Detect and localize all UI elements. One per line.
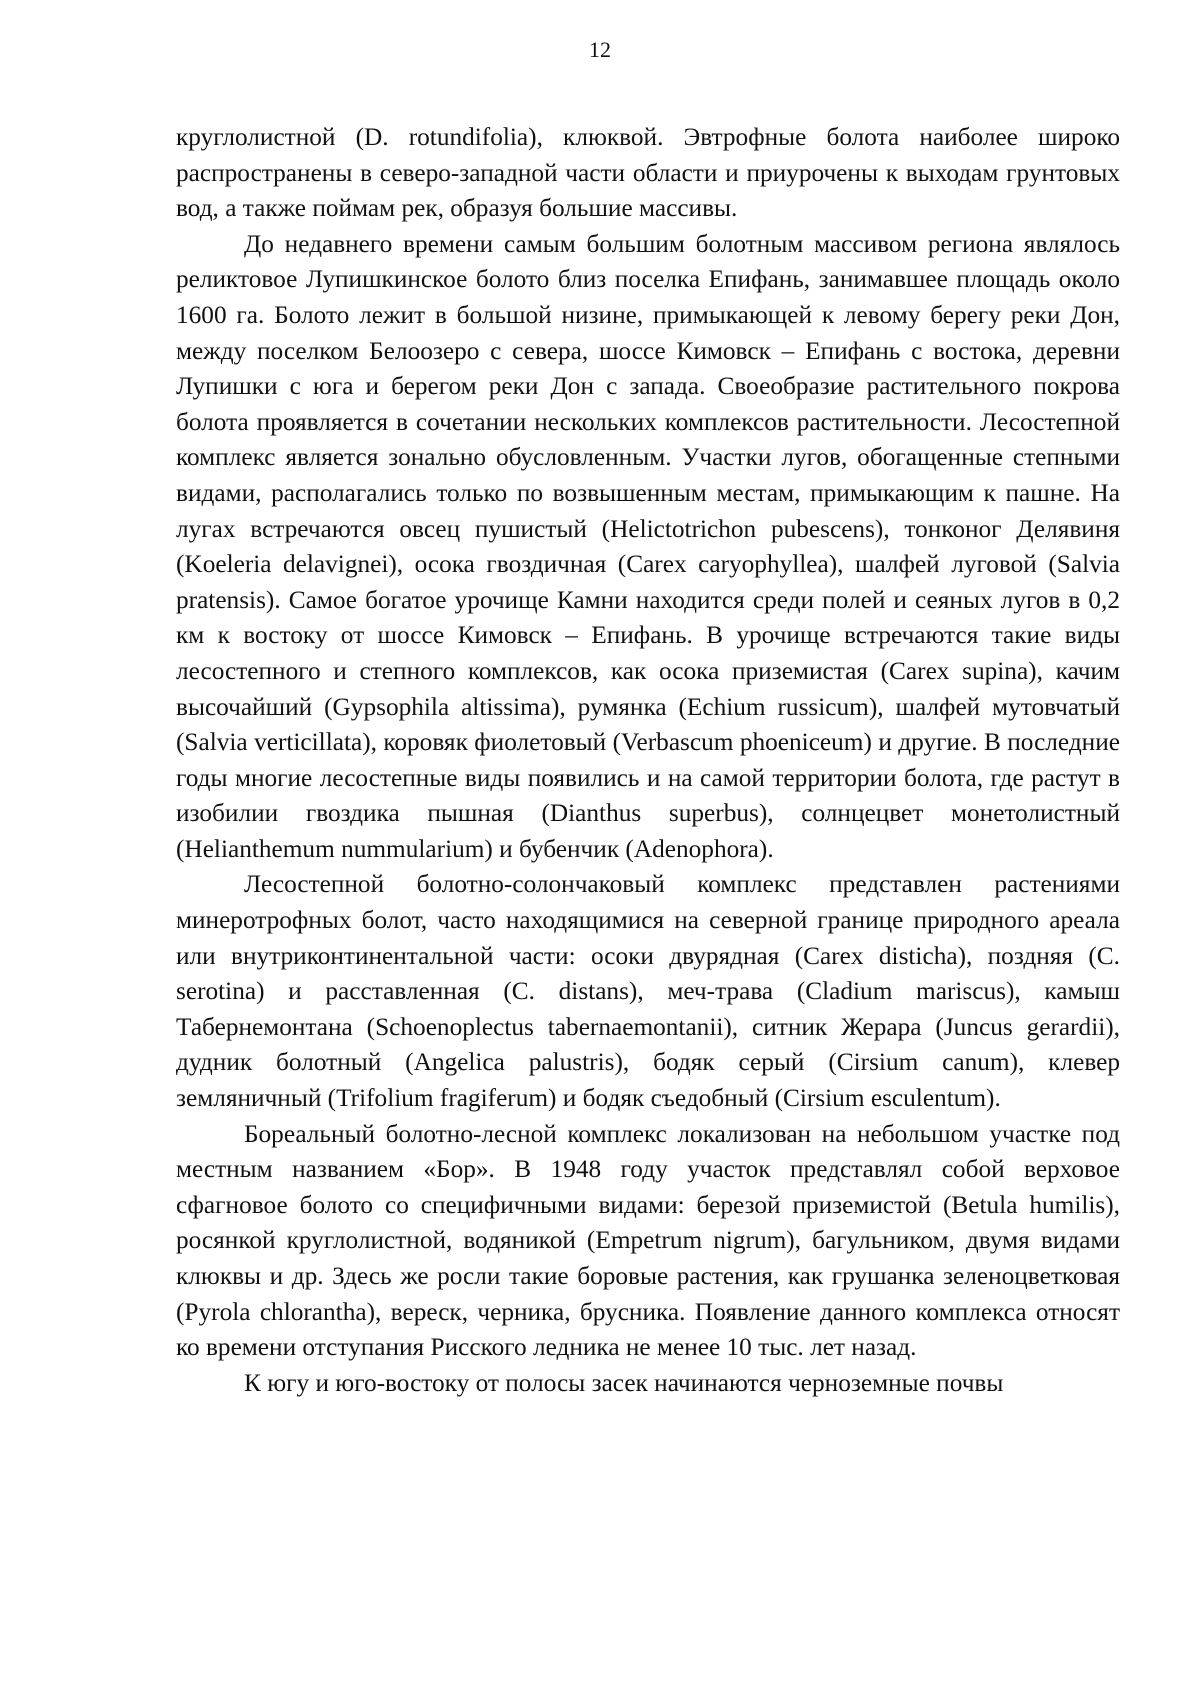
text-body [176,120,1120,1401]
page-number: 12 [589,37,611,62]
paragraph: До недавнего времени самым большим болотным массивом региона являлось реликтовое Лупишкинское болото близ поселка Епифань, занимавшее площадь около 1600 га. Болото лежит в большой низине, примыкающей к левому берегу реки Дон, между поселком Белоозеро с севера, шоссе Кимовск – Епифань с востока, деревни Лупишки с юга и берегом реки Дон с запада. Своеобразие растительного покрова болота проявляется в сочетании нескольких комплексов растительности. Лесостепной комплекс является зонально обусловленным. Участки лугов, обогащенные степными видами, располагались только по возвышенным местам, примыкающим к пашне. На лугах встречаются овсец пушистый (Helictotrichon pubescens), тонконог Делявиня (Koeleria delavignei), осока гвоздичная (Carex caryophyllea), шалфей луговой (Salvia pratensis). Самое богатое урочище Камни находится среди полей и сеяных лугов в 0,2 км к востоку от шоссе Кимовск – Епифань. В урочище встречаются такие виды лесостепного и степного комплексов, как осока приземистая (Carex supina), качим высочайший (Gypsophila altissima), румянка (Echium russicum), шалфей мутовчатый (Salvia verticillata), коровяк фиолетовый (Verbascum phoeniceum) и другие. В последние годы многие лесостепные виды появились и на самой территории болота, где растут в изобилии гвоздика пышная (Dianthus superbus), солнцецвет монетолистный (Helianthemum nummularium) и бубенчик (Adenophora). [176,229,1120,863]
paragraph: Бореальный болотно-лесной комплекс локализован на небольшом участке под местным названием «Бор». В 1948 году участок представлял собой верховое сфагновое болото со специфичными видами: березой приземистой (Betula humilis), росянкой круглолистной, водяникой (Empetrum nigrum), багульником, двумя видами клюквы и др. Здесь же росли такие боровые растения, как грушанка зеленоцветковая (Pyrola chlorantha), вереск, черника, брусника. Появление данного комплекса относят ко времени отступания Рисского ледника не менее 10 тыс. лет назад. [176,1119,1120,1362]
paragraph: К югу и юго-востоку от полосы засек начинаются черноземные почвы [244,1368,1004,1397]
paragraph: круглолистной (D. rotundifolia), клюквой. Эвтрофные болота наиболее широко распространены в северо-западной части области и приурочены к выходам грунтовых вод, а также поймам рек, образуя большие массивы. [176,123,1120,223]
paragraph: Лесостепной болотно-солончаковый комплекс представлен растениями минеротрофных болот, часто находящимися на северной границе природного ареала или внутриконтинентальной части: осоки двурядная (Carex disticha), поздняя (C. serotina) и расставленная (C. distans), меч-трава (Cladium mariscus), камыш Табернемонтана (Schoenoplectus tabernaemontanii), ситник Жерара (Juncus gerardii), дудник болотный (Angelica palustris), бодяк серый (Cirsium canum), клевер земляничный (Trifolium fragiferum) и бодяк съедобный (Cirsium esculentum). [176,870,1120,1113]
